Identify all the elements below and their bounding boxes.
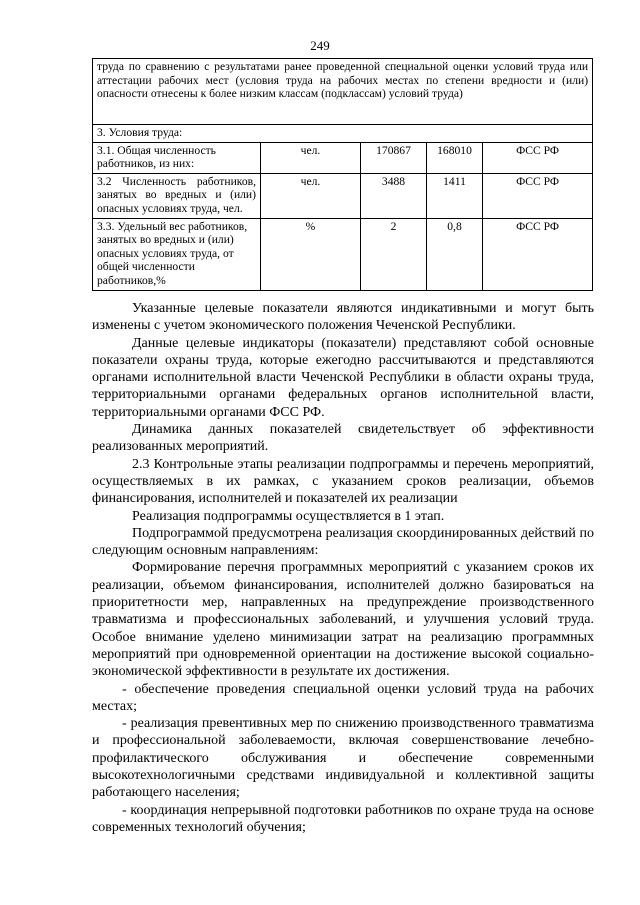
indicator-unit: чел. — [261, 173, 361, 218]
paragraph: Формирование перечня программных мероприятий с указанием сроков их реализации, объемом финансирования, исполнителей должно базироваться на приоритетности мер, направленных на предупреждение производственного травматизма и профессиональных заболеваний, и улучшения условий труда. Особое внимание уделено минимизации затрат на реализацию программных мероприятий при одновременной ориентации на достижение высокой социально-экономической эффективности в результате их достижения. — [92, 560, 594, 680]
table-row — [93, 142, 593, 173]
list-item: - обеспечение проведения специальной оценки условий труда на рабочих местах; — [92, 681, 594, 714]
table-section-header: 3. Условия труда: — [93, 125, 593, 143]
indicator-source: ФСС РФ — [483, 173, 593, 218]
indicator-name: 3.3. Удельный вес работников, занятых во вредных и (или) опасных условиях труда, от общей численности работников,% — [93, 218, 261, 290]
table-row — [93, 173, 593, 218]
indicator-unit: чел. — [261, 142, 361, 173]
indicator-source: ФСС РФ — [483, 142, 593, 173]
indicator-value-1: 170867 — [361, 142, 427, 173]
indicators-table — [92, 58, 593, 291]
document-body — [92, 300, 594, 836]
table-row-intro — [93, 59, 593, 125]
indicator-name: 3.2 Численность работников, занятых во вредных и (или) опасных условиях труда, чел. — [93, 173, 261, 218]
indicator-value-2: 0,8 — [427, 218, 483, 290]
indicator-name: 3.1. Общая численность работников, из них: — [93, 142, 261, 173]
indicator-value-2: 168010 — [427, 142, 483, 173]
table-intro-text: труда по сравнению с результатами ранее проведенной специальной оценки условий труда или аттестации рабочих мест (условия труда на рабочих местах по степени вредности и (или) опасности отнесены к более низким классам (подклассам) условий труда) — [93, 59, 593, 125]
indicator-value-1: 3488 — [361, 173, 427, 218]
paragraph: Указанные целевые показатели являются индикативными и могут быть изменены с учетом экономического положения Чеченской Республики. — [92, 301, 594, 334]
indicator-value-1: 2 — [361, 218, 427, 290]
page-number: 249 — [310, 38, 330, 53]
table-row — [93, 218, 593, 290]
indicator-value-2: 1411 — [427, 173, 483, 218]
table-row-section — [93, 125, 593, 143]
paragraph: Динамика данных показателей свидетельствует об эффективности реализованных мероприятий. — [92, 422, 594, 455]
paragraph: Данные целевые индикаторы (показатели) представляют собой основные показатели охраны труда, которые ежегодно рассчитываются и представляются органами исполнительной власти Чеченской Республики в области охраны труда, территориальными органами федеральных органов исполнительной власти, территориальными органами ФСС РФ. — [92, 335, 594, 420]
section-heading: 2.3 Контрольные этапы реализации подпрограммы и перечень мероприятий, осуществляемых в их рамках, с указанием сроков реализации, объемов финансирования, исполнителей и показателей их реализации — [92, 456, 594, 507]
list-item: - реализация превентивных мер по снижению производственного травматизма и профессиональной заболеваемости, включая совершенствование лечебно-профилактического обслуживания и обеспечение современными высокотехнологичными средствами индивидуальной и коллективной защиты работающего населения; — [92, 716, 594, 801]
paragraph: Реализация подпрограммы осуществляется в 1 этап. — [132, 508, 445, 524]
paragraph: Подпрограммой предусмотрена реализация скоординированных действий по следующим основным направлениям: — [92, 525, 594, 559]
list-item: - координация непрерывной подготовки работников по охране труда на основе современных технологий обучения; — [92, 802, 594, 835]
indicator-source: ФСС РФ — [483, 218, 593, 290]
indicator-unit: % — [261, 218, 361, 290]
